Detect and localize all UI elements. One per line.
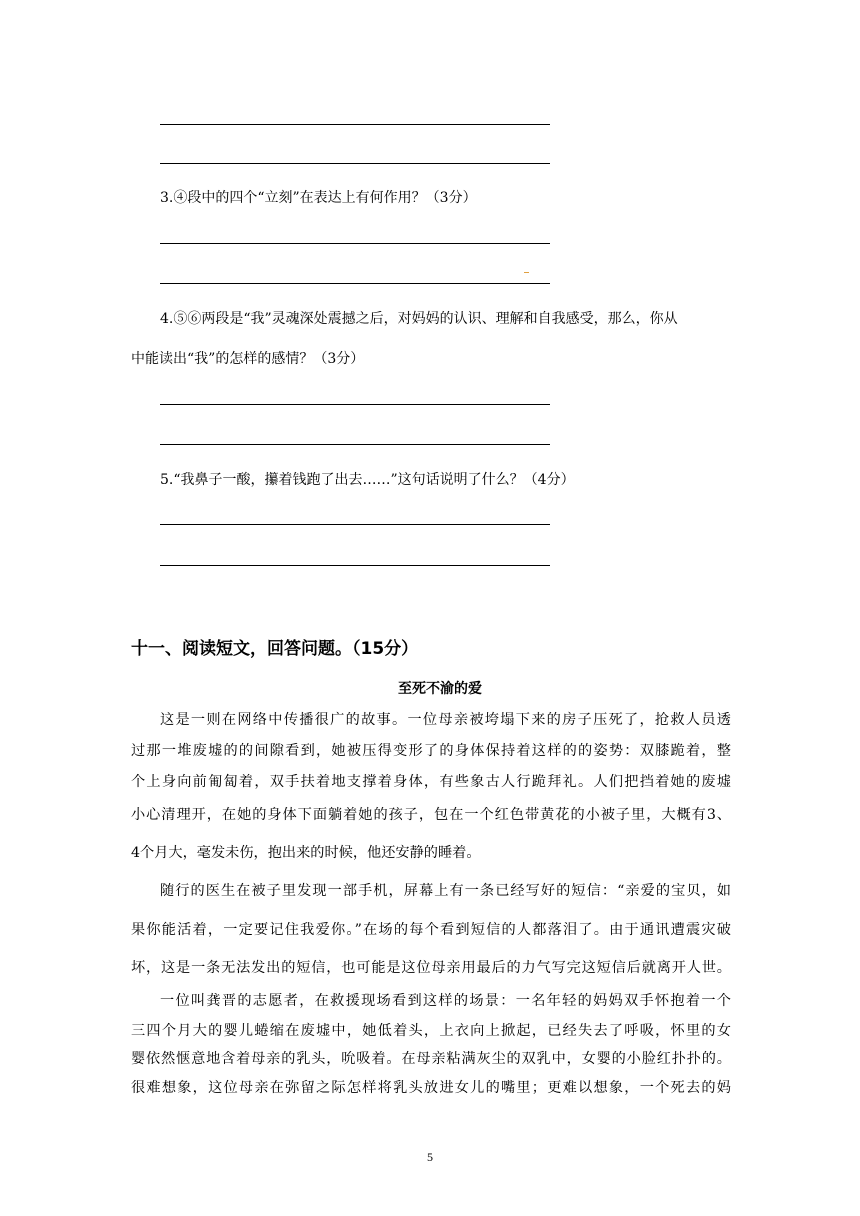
page-number: 5 <box>427 1150 433 1164</box>
answer-line <box>160 124 550 125</box>
answer-line <box>160 444 550 445</box>
answer-line <box>160 404 550 405</box>
passage-line: 小心清理开，在她的身体下面躺着她的孩子，包在一个红色带黄花的小被子里，大概有3、 <box>131 807 731 823</box>
question-3: 3.④段中的四个“立刻”在表达上有何作用？（3分） <box>160 190 477 206</box>
answer-line <box>160 565 550 566</box>
passage-line: 三四个月大的婴儿蜷缩在废墟中，她低着头，上衣向上掀起，已经失去了呼吸，怀里的女 <box>131 1023 731 1039</box>
section-heading: 十一、阅读短文，回答问题。（15分） <box>131 639 419 659</box>
stray-mark <box>524 272 529 273</box>
question-5: 5.“我鼻子一酸，攥着钱跑了出去……”这句话说明了什么？（4分） <box>160 472 575 488</box>
passage-line: 一位叫龚晋的志愿者，在救援现场看到这样的场景：一名年轻的妈妈双手怀抱着一个 <box>160 993 731 1009</box>
passage-line: 婴依然惬意地含着母亲的乳头，吮吸着。在母亲粘满灰尘的双乳中，女婴的小脸红扑扑的。 <box>131 1051 731 1067</box>
answer-line <box>160 243 550 244</box>
passage-line: 很难想象，这位母亲在弥留之际怎样将乳头放进女儿的嘴里；更难以想象，一个死去的妈 <box>131 1080 731 1096</box>
passage-title: 至死不渝的爱 <box>398 681 482 697</box>
passage-line: 这是一则在网络中传播很广的故事。一位母亲被垮塌下来的房子压死了，抢救人员透 <box>160 712 731 728</box>
passage-line: 坏，这是一条无法发出的短信，也可能是这位母亲用最后的力气写完这短信后就离开人世。 <box>131 960 731 976</box>
passage-line: 个上身向前匍匐着，双手扶着地支撑着身体，有些象古人行跪拜礼。人们把挡着她的废墟 <box>131 774 731 790</box>
answer-line <box>160 163 550 164</box>
passage-line: 随行的医生在被子里发现一部手机，屏幕上有一条已经写好的短信：“亲爱的宝贝，如 <box>160 883 731 899</box>
passage-line: 果你能活着，一定要记住我爱你。”在场的每个看到短信的人都落泪了。由于通讯遭震灾破 <box>131 922 731 938</box>
passage-line: 4个月大，毫发未伤，抱出来的时候，他还安静的睡着。 <box>131 845 481 861</box>
answer-line <box>160 524 550 525</box>
question-4-line1: 4.⑤⑥两段是“我”灵魂深处震撼之后，对妈妈的认识、理解和自我感受，那么，你从 <box>160 311 678 327</box>
passage-line: 过那一堆废墟的的间隙看到，她被压得变形了的身体保持着这样的的姿势：双膝跪着，整 <box>131 743 731 759</box>
question-4-line2: 中能读出“我”的怎样的感情？（3分） <box>131 351 365 367</box>
answer-line <box>160 283 550 284</box>
